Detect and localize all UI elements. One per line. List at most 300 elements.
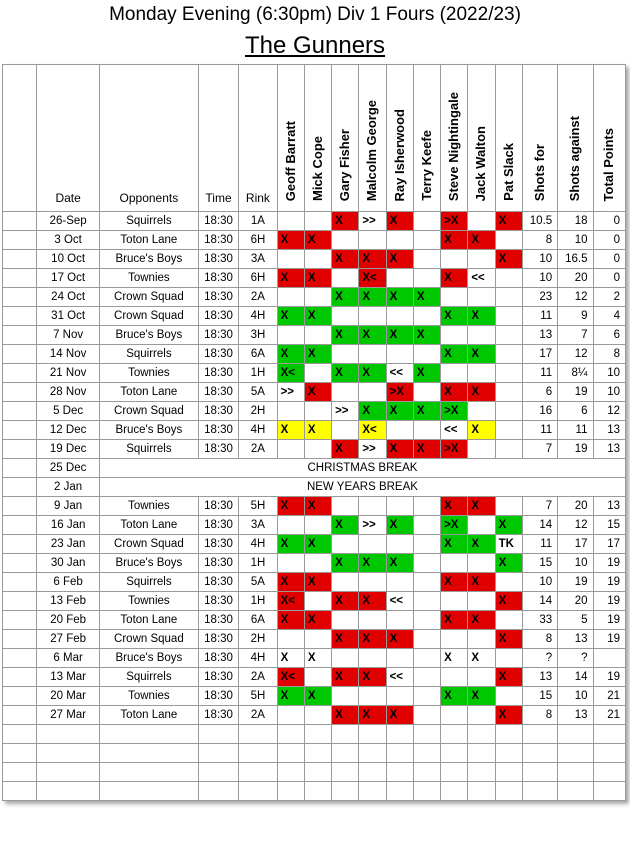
empty-row — [3, 782, 626, 801]
cell-total-points: 13 — [593, 421, 626, 440]
cell-player-mark: X — [468, 687, 495, 706]
cell-rink: 5A — [239, 383, 277, 402]
cell-opponent: Squirrels — [99, 345, 198, 364]
header-player: Ray Isherwood — [386, 65, 413, 212]
cell-player-mark — [332, 535, 359, 554]
row-blank — [3, 478, 37, 497]
cell-player-mark — [413, 497, 440, 516]
cell-player-mark: X — [359, 288, 386, 307]
cell-player-mark — [277, 250, 304, 269]
cell-player-mark: X — [277, 497, 304, 516]
table-row — [3, 421, 626, 440]
cell-shots-against: 9 — [558, 307, 593, 326]
empty-cell — [359, 744, 386, 763]
cell-shots-for: 13 — [522, 326, 557, 345]
cell-player-mark — [495, 307, 522, 326]
header-player: Mick Cope — [304, 65, 331, 212]
empty-cell — [359, 763, 386, 782]
header-total-points: Total Points — [593, 65, 626, 212]
cell-player-mark: X — [332, 364, 359, 383]
cell-shots-for: ? — [522, 649, 557, 668]
cell-shots-against: 20 — [558, 592, 593, 611]
cell-player-mark: X — [359, 364, 386, 383]
cell-player-mark: X — [468, 611, 495, 630]
cell-player-mark — [386, 573, 413, 592]
empty-cell — [239, 763, 277, 782]
header-player: Pat Slack — [495, 65, 522, 212]
cell-date: 14 Nov — [37, 345, 100, 364]
cell-player-mark: X — [441, 497, 468, 516]
row-blank — [3, 706, 37, 725]
cell-time: 18:30 — [198, 307, 238, 326]
empty-cell — [441, 744, 468, 763]
cell-opponent: Townies — [99, 592, 198, 611]
cell-opponent: Toton Lane — [99, 231, 198, 250]
cell-date: 31 Oct — [37, 307, 100, 326]
cell-shots-against: 20 — [558, 497, 593, 516]
row-blank — [3, 459, 37, 478]
cell-player-mark — [386, 687, 413, 706]
cell-total-points: 19 — [593, 611, 626, 630]
cell-player-mark — [304, 250, 331, 269]
cell-player-mark — [304, 592, 331, 611]
cell-player-mark — [495, 402, 522, 421]
cell-player-mark — [495, 497, 522, 516]
header-date: Date — [37, 65, 100, 212]
cell-player-mark — [386, 231, 413, 250]
cell-time: 18:30 — [198, 288, 238, 307]
cell-player-mark — [277, 630, 304, 649]
cell-player-mark — [441, 630, 468, 649]
row-blank — [3, 554, 37, 573]
empty-cell — [441, 782, 468, 801]
empty-cell — [37, 782, 100, 801]
cell-player-mark — [468, 440, 495, 459]
empty-cell — [386, 744, 413, 763]
cell-shots-for: 10 — [522, 250, 557, 269]
cell-player-mark — [386, 535, 413, 554]
table-row — [3, 649, 626, 668]
empty-cell — [99, 744, 198, 763]
empty-cell — [332, 763, 359, 782]
cell-time: 18:30 — [198, 250, 238, 269]
cell-player-mark: >X — [441, 440, 468, 459]
empty-cell — [3, 763, 37, 782]
cell-player-mark: X — [468, 649, 495, 668]
row-blank — [3, 231, 37, 250]
header-rink: Rink — [239, 65, 277, 212]
break-label: CHRISTMAS BREAK — [99, 459, 625, 478]
cell-player-mark — [359, 573, 386, 592]
cell-player-mark: X — [495, 592, 522, 611]
cell-player-mark — [386, 421, 413, 440]
cell-opponent: Bruce's Boys — [99, 554, 198, 573]
cell-player-mark — [468, 402, 495, 421]
cell-player-mark — [413, 269, 440, 288]
table-row — [3, 364, 626, 383]
cell-shots-for: 10 — [522, 269, 557, 288]
cell-total-points: 4 — [593, 307, 626, 326]
cell-player-mark — [304, 706, 331, 725]
cell-shots-against: 14 — [558, 668, 593, 687]
cell-time: 18:30 — [198, 345, 238, 364]
cell-player-mark — [304, 326, 331, 345]
cell-player-mark — [359, 383, 386, 402]
cell-date: 7 Nov — [37, 326, 100, 345]
cell-total-points: 8 — [593, 345, 626, 364]
cell-player-mark: X — [386, 516, 413, 535]
row-blank — [3, 421, 37, 440]
cell-date: 9 Jan — [37, 497, 100, 516]
row-blank — [3, 573, 37, 592]
empty-cell — [558, 744, 593, 763]
cell-player-mark — [413, 649, 440, 668]
cell-player-mark — [277, 288, 304, 307]
cell-player-mark — [495, 364, 522, 383]
empty-cell — [593, 763, 626, 782]
cell-player-mark — [277, 440, 304, 459]
cell-date: 25 Dec — [37, 459, 100, 478]
cell-player-mark — [277, 326, 304, 345]
cell-player-mark: X — [413, 364, 440, 383]
cell-date: 5 Dec — [37, 402, 100, 421]
cell-player-mark: X — [277, 269, 304, 288]
cell-player-mark — [495, 383, 522, 402]
cell-player-mark — [277, 516, 304, 535]
cell-player-mark: << — [468, 269, 495, 288]
cell-date: 10 Oct — [37, 250, 100, 269]
cell-rink: 1H — [239, 592, 277, 611]
cell-total-points: 10 — [593, 383, 626, 402]
empty-cell — [468, 725, 495, 744]
empty-cell — [522, 725, 557, 744]
cell-player-mark: << — [386, 592, 413, 611]
cell-rink: 5A — [239, 573, 277, 592]
row-blank — [3, 440, 37, 459]
table-row — [3, 402, 626, 421]
row-blank — [3, 630, 37, 649]
empty-cell — [558, 725, 593, 744]
empty-cell — [198, 782, 238, 801]
empty-cell — [386, 725, 413, 744]
cell-player-mark: X — [304, 649, 331, 668]
table-row — [3, 326, 626, 345]
cell-rink: 3A — [239, 250, 277, 269]
cell-player-mark — [495, 288, 522, 307]
cell-player-mark: X — [441, 345, 468, 364]
cell-shots-against: 18 — [558, 212, 593, 231]
cell-player-mark: X — [277, 687, 304, 706]
cell-player-mark: X — [441, 535, 468, 554]
cell-date: 27 Feb — [37, 630, 100, 649]
cell-shots-against: 17 — [558, 535, 593, 554]
row-blank — [3, 326, 37, 345]
empty-cell — [468, 744, 495, 763]
cell-player-mark: X — [359, 250, 386, 269]
cell-player-mark — [413, 345, 440, 364]
cell-player-mark: X — [332, 630, 359, 649]
empty-cell — [386, 782, 413, 801]
cell-player-mark — [304, 440, 331, 459]
cell-time: 18:30 — [198, 231, 238, 250]
cell-player-mark: X — [304, 345, 331, 364]
row-blank — [3, 345, 37, 364]
empty-cell — [593, 782, 626, 801]
cell-player-mark: X — [359, 326, 386, 345]
table-row — [3, 250, 626, 269]
empty-cell — [277, 782, 304, 801]
cell-shots-for: 11 — [522, 364, 557, 383]
cell-player-mark: << — [441, 421, 468, 440]
cell-player-mark — [413, 231, 440, 250]
cell-opponent: Toton Lane — [99, 516, 198, 535]
cell-player-mark — [304, 364, 331, 383]
cell-total-points: 21 — [593, 706, 626, 725]
cell-player-mark: X — [413, 402, 440, 421]
cell-player-mark — [413, 573, 440, 592]
cell-shots-against: 16.5 — [558, 250, 593, 269]
cell-player-mark — [304, 288, 331, 307]
cell-shots-for: 8 — [522, 231, 557, 250]
empty-cell — [37, 763, 100, 782]
cell-player-mark: X — [304, 307, 331, 326]
empty-cell — [522, 744, 557, 763]
row-blank — [3, 535, 37, 554]
cell-player-mark: X — [413, 440, 440, 459]
cell-player-mark — [441, 706, 468, 725]
cell-time: 18:30 — [198, 421, 238, 440]
cell-time: 18:30 — [198, 440, 238, 459]
cell-time: 18:30 — [198, 649, 238, 668]
table-row — [3, 554, 626, 573]
cell-player-mark — [495, 440, 522, 459]
row-blank — [3, 668, 37, 687]
cell-player-mark: X — [277, 345, 304, 364]
header-player: Geoff Barratt — [277, 65, 304, 212]
empty-cell — [495, 725, 522, 744]
cell-player-mark — [441, 668, 468, 687]
cell-opponent: Toton Lane — [99, 611, 198, 630]
table-row — [3, 345, 626, 364]
cell-shots-against: 19 — [558, 573, 593, 592]
cell-player-mark — [468, 668, 495, 687]
cell-time: 18:30 — [198, 383, 238, 402]
empty-cell — [277, 763, 304, 782]
cell-shots-against: 10 — [558, 231, 593, 250]
empty-cell — [3, 725, 37, 744]
cell-player-mark — [304, 402, 331, 421]
cell-shots-for: 15 — [522, 687, 557, 706]
cell-rink: 2A — [239, 440, 277, 459]
header-player: Steve Nightingale — [441, 65, 468, 212]
empty-cell — [304, 744, 331, 763]
cell-player-mark — [277, 402, 304, 421]
header-shots-for: Shots for — [522, 65, 557, 212]
cell-rink: 4H — [239, 307, 277, 326]
empty-cell — [359, 725, 386, 744]
cell-player-mark — [277, 212, 304, 231]
table-row — [3, 307, 626, 326]
table-row — [3, 668, 626, 687]
cell-opponent: Townies — [99, 497, 198, 516]
cell-player-mark: X — [441, 307, 468, 326]
cell-player-mark — [386, 345, 413, 364]
cell-player-mark: X — [386, 288, 413, 307]
header-player: Jack Walton — [468, 65, 495, 212]
cell-player-mark — [413, 592, 440, 611]
header-player: Gary Fisher — [332, 65, 359, 212]
cell-player-mark — [332, 345, 359, 364]
cell-player-mark — [468, 288, 495, 307]
cell-opponent: Squirrels — [99, 440, 198, 459]
cell-player-mark — [468, 706, 495, 725]
empty-cell — [558, 782, 593, 801]
cell-player-mark: X< — [277, 668, 304, 687]
table-row — [3, 706, 626, 725]
cell-shots-against: 8¼ — [558, 364, 593, 383]
cell-player-mark — [413, 630, 440, 649]
cell-shots-for: 6 — [522, 383, 557, 402]
cell-player-mark: X — [441, 649, 468, 668]
cell-player-mark — [386, 611, 413, 630]
cell-player-mark: X — [359, 592, 386, 611]
table-row — [3, 630, 626, 649]
cell-player-mark — [495, 687, 522, 706]
cell-total-points: 19 — [593, 668, 626, 687]
empty-cell — [468, 763, 495, 782]
cell-player-mark: X — [386, 706, 413, 725]
cell-player-mark — [413, 516, 440, 535]
cell-shots-for: 11 — [522, 307, 557, 326]
cell-player-mark: X — [468, 307, 495, 326]
cell-player-mark: >X — [441, 402, 468, 421]
cell-player-mark — [495, 326, 522, 345]
empty-cell — [198, 763, 238, 782]
empty-cell — [3, 744, 37, 763]
cell-shots-for: 23 — [522, 288, 557, 307]
cell-player-mark — [359, 649, 386, 668]
cell-player-mark — [441, 592, 468, 611]
cell-shots-against: 11 — [558, 421, 593, 440]
cell-shots-for: 8 — [522, 630, 557, 649]
row-blank — [3, 649, 37, 668]
cell-player-mark — [468, 516, 495, 535]
empty-cell — [593, 725, 626, 744]
cell-player-mark: X — [277, 421, 304, 440]
cell-player-mark: X — [304, 687, 331, 706]
cell-opponent: Townies — [99, 364, 198, 383]
cell-player-mark: >> — [359, 440, 386, 459]
cell-player-mark: X — [386, 250, 413, 269]
cell-rink: 1H — [239, 364, 277, 383]
cell-date: 13 Feb — [37, 592, 100, 611]
cell-rink: 6H — [239, 231, 277, 250]
cell-player-mark — [277, 706, 304, 725]
empty-cell — [239, 725, 277, 744]
cell-rink: 2A — [239, 706, 277, 725]
empty-cell — [495, 763, 522, 782]
cell-rink: 2A — [239, 668, 277, 687]
cell-player-mark: X — [332, 554, 359, 573]
cell-player-mark: X — [386, 440, 413, 459]
header-row — [3, 65, 626, 212]
cell-player-mark: X — [468, 535, 495, 554]
cell-player-mark: X — [495, 516, 522, 535]
cell-shots-against: 19 — [558, 440, 593, 459]
cell-player-mark: TK — [495, 535, 522, 554]
cell-opponent: Squirrels — [99, 573, 198, 592]
header-time: Time — [198, 65, 238, 212]
cell-player-mark: X — [359, 554, 386, 573]
cell-total-points: 15 — [593, 516, 626, 535]
cell-shots-against: 12 — [558, 345, 593, 364]
cell-opponent: Squirrels — [99, 212, 198, 231]
cell-player-mark — [413, 668, 440, 687]
cell-rink: 6A — [239, 345, 277, 364]
cell-total-points: 6 — [593, 326, 626, 345]
cell-player-mark: X — [359, 630, 386, 649]
cell-shots-for: 14 — [522, 516, 557, 535]
cell-player-mark — [359, 307, 386, 326]
cell-player-mark: X — [332, 440, 359, 459]
cell-player-mark — [441, 250, 468, 269]
cell-rink: 3H — [239, 326, 277, 345]
cell-player-mark: X — [468, 345, 495, 364]
cell-shots-for: 7 — [522, 440, 557, 459]
cell-player-mark — [386, 269, 413, 288]
cell-player-mark: X — [304, 269, 331, 288]
cell-player-mark: X< — [277, 364, 304, 383]
cell-player-mark — [277, 554, 304, 573]
cell-total-points: 2 — [593, 288, 626, 307]
cell-total-points: 0 — [593, 250, 626, 269]
cell-time: 18:30 — [198, 212, 238, 231]
cell-shots-against: 12 — [558, 516, 593, 535]
cell-date: 6 Mar — [37, 649, 100, 668]
table-row — [3, 592, 626, 611]
empty-cell — [593, 744, 626, 763]
cell-time: 18:30 — [198, 630, 238, 649]
cell-total-points: 17 — [593, 535, 626, 554]
cell-opponent: Bruce's Boys — [99, 250, 198, 269]
cell-opponent: Townies — [99, 269, 198, 288]
cell-player-mark — [441, 554, 468, 573]
empty-cell — [99, 763, 198, 782]
cell-time: 18:30 — [198, 592, 238, 611]
cell-player-mark: X — [304, 611, 331, 630]
empty-cell — [413, 763, 440, 782]
header-opponents: Opponents — [99, 65, 198, 212]
cell-player-mark: X — [277, 649, 304, 668]
cell-player-mark: X — [332, 516, 359, 535]
table-row — [3, 516, 626, 535]
cell-total-points: 0 — [593, 212, 626, 231]
cell-player-mark: X — [332, 326, 359, 345]
cell-shots-for: 8 — [522, 706, 557, 725]
cell-total-points: 12 — [593, 402, 626, 421]
cell-player-mark — [332, 611, 359, 630]
empty-row — [3, 725, 626, 744]
cell-total-points: 19 — [593, 630, 626, 649]
cell-shots-against: 13 — [558, 630, 593, 649]
empty-cell — [558, 763, 593, 782]
cell-player-mark — [495, 421, 522, 440]
cell-player-mark — [304, 668, 331, 687]
empty-cell — [413, 782, 440, 801]
table-row — [3, 288, 626, 307]
cell-time: 18:30 — [198, 269, 238, 288]
cell-time: 18:30 — [198, 554, 238, 573]
